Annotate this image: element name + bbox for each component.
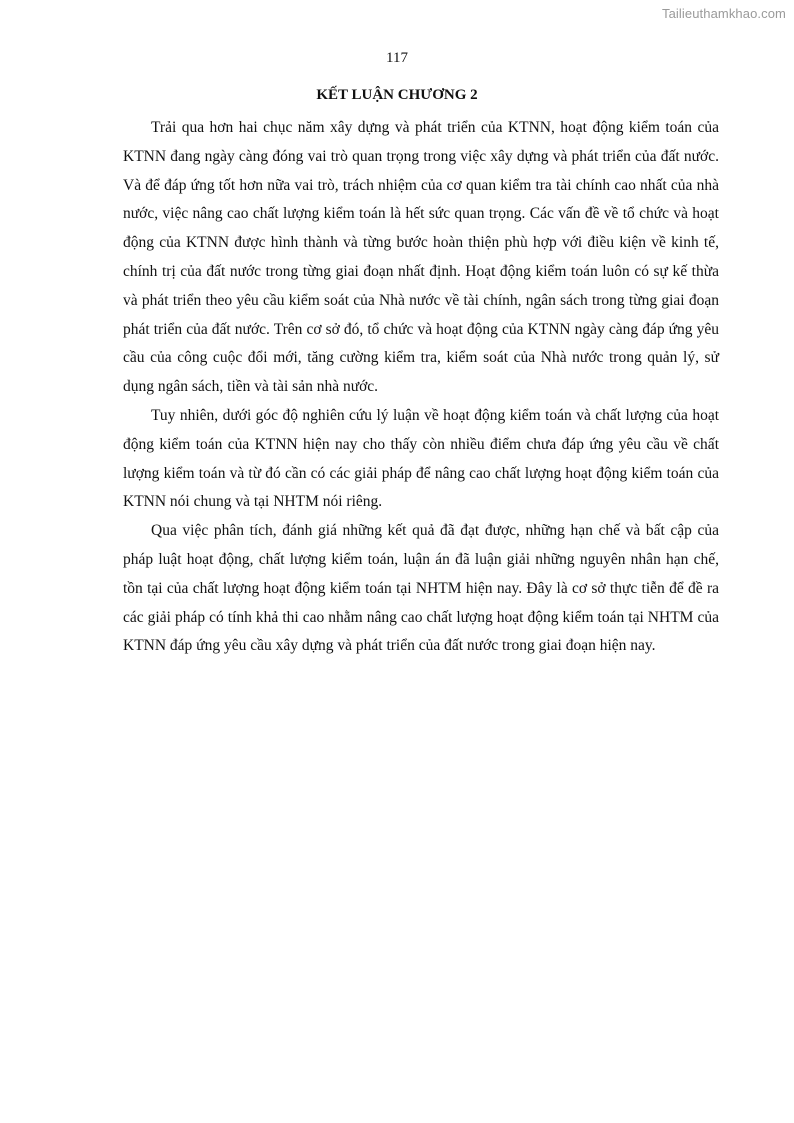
paragraph-1: Trải qua hơn hai chục năm xây dựng và phát triển của KTNN, hoạt động kiểm toán của KTNN đang ngày càng đóng vai trò quan trọng trong việc xây dựng và phát triển của đất nước. Và để đáp ứng tốt hơn nữa vai trò, trách nhiệm của cơ quan kiểm tra tài chính cao nhất của nhà nước, việc nâng cao chất lượng kiểm toán là hết sức quan trọng. Các vấn đề về tổ chức và hoạt động của KTNN được hình thành và từng bước hoàn thiện phù hợp với điều kiện về kinh tế, chính trị của đất nước trong từng giai đoạn nhất định. Hoạt động kiểm toán luôn có sự kế thừa và phát triển theo yêu cầu kiểm soát của Nhà nước về tài chính, ngân sách trong từng giai đoạn phát triển của đất nước. Trên cơ sở đó, tổ chức và hoạt động của KTNN ngày càng đáp ứng yêu cầu của công cuộc đổi mới, tăng cường kiểm tra, kiểm soát của Nhà nước trong quản lý, sử dụng ngân sách, tiền và tài sản nhà nước. (123, 119, 719, 396)
paragraph-2: Tuy nhiên, dưới góc độ nghiên cứu lý luận về hoạt động kiểm toán và chất lượng của hoạt động kiểm toán của KTNN hiện nay cho thấy còn nhiều điểm chưa đáp ứng yêu cầu về chất lượng kiểm toán và từ đó cần có các giải pháp để nâng cao chất lượng hoạt động kiểm toán của KTNN nói chung và tại NHTM nói riêng. (123, 406, 719, 511)
chapter-title: KẾT LUẬN CHƯƠNG 2 (316, 87, 478, 103)
body-text (123, 114, 719, 661)
page-number: 117 (386, 50, 408, 66)
paragraph-3: Qua việc phân tích, đánh giá những kết quả đã đạt được, những hạn chế và bất cập của pháp luật hoạt động, chất lượng kiểm toán, luận án đã luận giải những nguyên nhân hạn chế, tồn tại của chất lượng hoạt động kiểm toán tại NHTM hiện nay. Đây là cơ sở thực tiễn để đề ra các giải pháp có tính khả thi cao nhằm nâng cao chất lượng hoạt động kiểm toán tại NHTM của KTNN đáp ứng yêu cầu xây dựng và phát triển của đất nước trong giai đoạn hiện nay. (123, 522, 719, 655)
watermark: Tailieuthamkhao.com (661, 6, 786, 21)
